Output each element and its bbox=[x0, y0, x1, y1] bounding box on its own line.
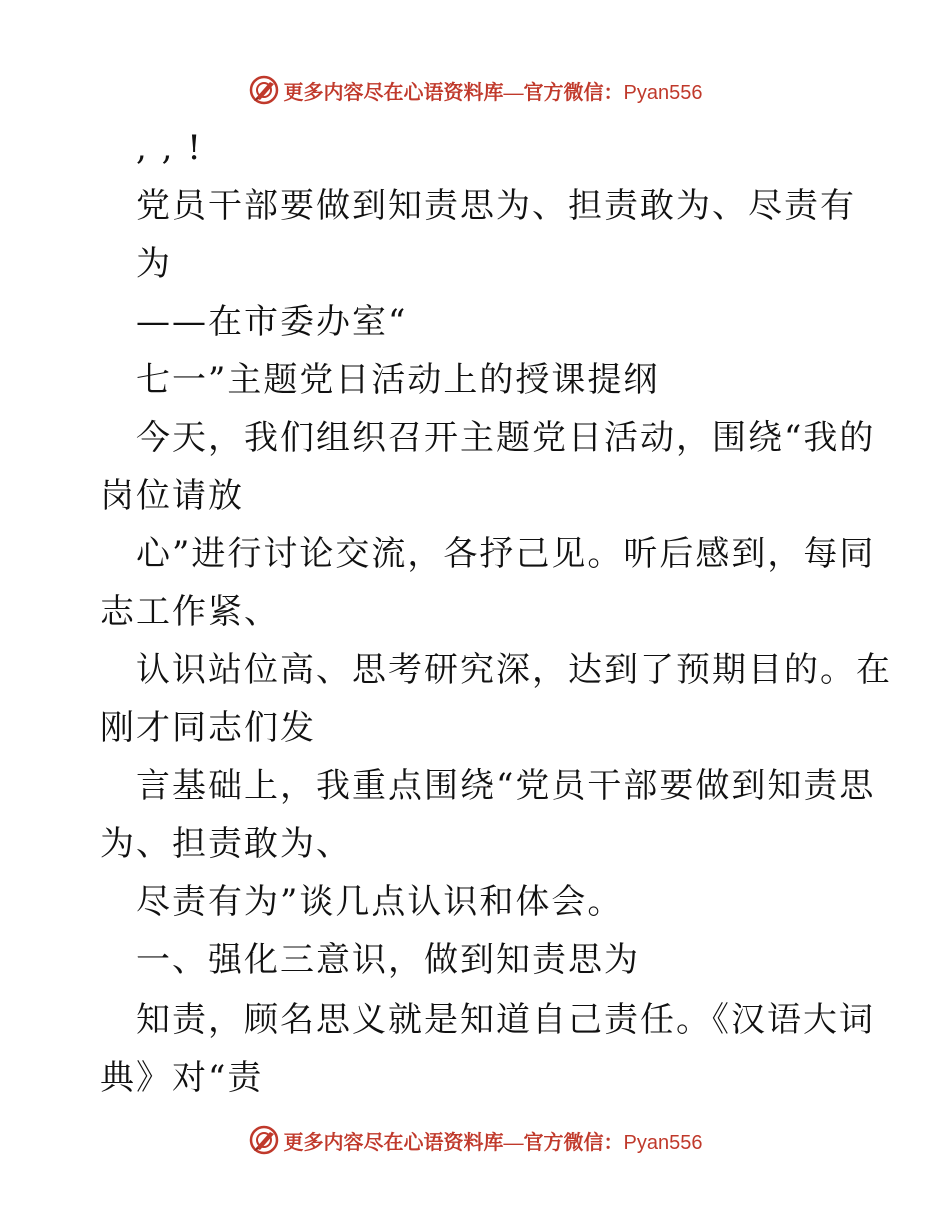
section-heading: 一、强化三意识，做到知责思为 bbox=[136, 940, 640, 980]
title-line-1: 党员干部要做到知责思为、担责敢为、尽责有 bbox=[136, 186, 856, 226]
footer-banner-label: 更多内容尽在心语资料库—官方微信： bbox=[283, 1131, 624, 1154]
paragraph-line: 认识站位高、思考研究深，达到了预期目的。在 bbox=[136, 650, 892, 690]
pen-logo-icon bbox=[248, 74, 280, 106]
paragraph-line: 今天，我们组织召开主题党日活动，围绕“我的 bbox=[136, 418, 876, 458]
subtitle-line-2: 七一”主题党日活动上的授课提纲 bbox=[136, 360, 660, 400]
pen-logo-icon bbox=[248, 1124, 280, 1156]
header-banner-text bbox=[284, 76, 703, 105]
subtitle-line-1: ——在市委办室“ bbox=[136, 302, 408, 342]
text-line-punct: , , ! bbox=[136, 128, 203, 168]
paragraph-line: 为、担责敢为、 bbox=[100, 824, 352, 864]
header-banner-label: 更多内容尽在心语资料库—官方微信： bbox=[283, 81, 624, 104]
header-banner-contact: Pyan556 bbox=[623, 81, 703, 104]
footer-banner-contact: Pyan556 bbox=[623, 1131, 703, 1154]
paragraph-line: 言基础上，我重点围绕“党员干部要做到知责思 bbox=[136, 766, 876, 806]
footer-banner-text bbox=[284, 1126, 703, 1155]
title-line-2: 为 bbox=[136, 244, 172, 284]
header-banner bbox=[0, 70, 950, 110]
footer-banner bbox=[0, 1120, 950, 1160]
paragraph-line: 岗位请放 bbox=[100, 476, 244, 516]
paragraph-line: 知责，顾名思义就是知道自己责任。《汉语大词 bbox=[136, 1000, 875, 1040]
paragraph-line: 刚才同志们发 bbox=[100, 708, 316, 748]
paragraph-line: 典》对“责 bbox=[100, 1058, 264, 1098]
paragraph-line: 尽责有为”谈几点认识和体会。 bbox=[136, 882, 624, 922]
paragraph-line: 志工作紧、 bbox=[100, 592, 280, 632]
paragraph-line: 心”进行讨论交流，各抒己见。听后感到，每同 bbox=[136, 534, 876, 574]
